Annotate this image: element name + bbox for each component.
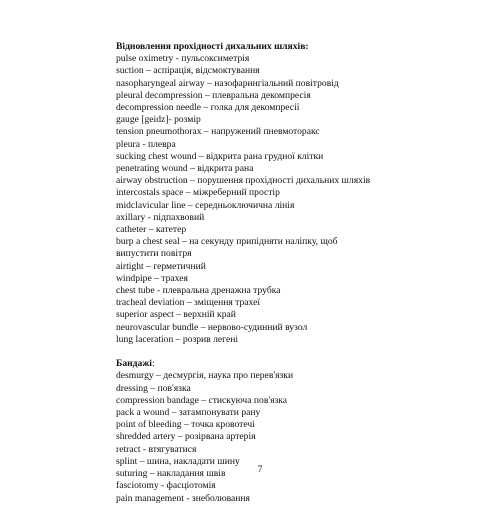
term-line: windpipe – трахея xyxy=(116,272,188,284)
term-line: shredded artery – розірвана артерія xyxy=(116,431,256,443)
term-line: tracheal deviation – зміщення трахеї xyxy=(116,297,261,309)
term-line: airway obstruction – порушення прохідності дихальних шляхів xyxy=(116,175,371,187)
term-line: superior aspect – верхній край xyxy=(116,309,236,321)
term-line: chest tube - плевральна дренажна трубка xyxy=(116,285,281,297)
term-line: retract - втягуватися xyxy=(116,443,197,455)
term-line: compression bandage – стискуюча пов'язка xyxy=(116,394,288,406)
term-line: midclavicular line – середньоключична лінія xyxy=(116,199,295,211)
term-line: burp a chest seal – на секунду припідняти наліпку, щоб випустити повітря xyxy=(116,236,338,260)
term-line: catheter – катетер xyxy=(116,224,187,236)
section-heading-bandages: Бандажі: xyxy=(116,358,155,370)
term-line: airtight – герметичний xyxy=(116,260,206,272)
term-line: lung laceration – розрив легені xyxy=(116,333,239,345)
term-line: intercostals space – міжреберний простір xyxy=(116,187,280,199)
term-line: decompression needle – голка для декомпресії xyxy=(116,102,300,114)
term-line: fasciotomy - фасціотомія xyxy=(116,480,216,492)
term-line: sucking chest wound – відкрита рана грудної клітки xyxy=(116,150,324,162)
term-line: pain management - знеболювання xyxy=(116,492,250,504)
term-line: suturing – накладання швів xyxy=(116,468,226,480)
section-heading-airway: Відновлення прохідності дихальних шляхів: xyxy=(116,41,309,52)
term-line: pulse oximetry - пульсоксиметрія xyxy=(116,53,250,65)
term-line: point of bleeding – точка кровотечі xyxy=(116,419,255,431)
term-line: tension pneumothorax – напружений пневмоторакс xyxy=(116,126,320,138)
page-number: 7 xyxy=(257,464,263,475)
page-content xyxy=(116,41,416,505)
term-line: pack a wound – затампонувати рану xyxy=(116,407,261,419)
term-line: pleural decompression – плевральна декомпресія xyxy=(116,89,311,101)
term-line: dressing – пов'язка xyxy=(116,382,191,394)
term-line: splint – шина, накладати шину xyxy=(116,455,240,467)
term-line: suction – аспірація, відсмоктування xyxy=(116,65,260,77)
term-line: desmurgy – десмургія, наука про перев'язки xyxy=(116,370,294,382)
term-line: penetrating wound – відкрита рана xyxy=(116,163,254,175)
term-line: axillary - підпахвовий xyxy=(116,211,205,223)
section-spacer xyxy=(116,346,416,358)
term-line: gauge [geidz]- розмір xyxy=(116,114,201,126)
term-line: neurovascular bundle – нервово-судинний вузол xyxy=(116,321,308,333)
term-line: pleura - плевра xyxy=(116,138,176,150)
term-line: nasopharyngeal airway – назофарингіальний повітровід xyxy=(116,77,339,89)
